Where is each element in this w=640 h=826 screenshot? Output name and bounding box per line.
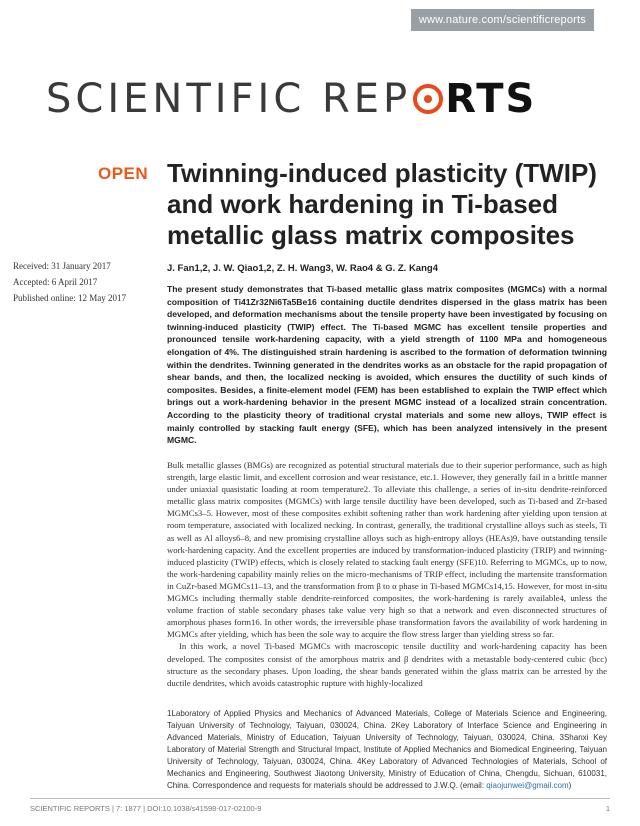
author-list: J. Fan1,2, J. W. Qiao1,2, Z. H. Wang3, W. Rao4 & G. Z. Kang4 bbox=[167, 263, 438, 274]
open-access-label: OPEN bbox=[98, 164, 149, 183]
accepted-date: Accepted: 6 April 2017 bbox=[13, 277, 98, 287]
published-date: Published online: 12 May 2017 bbox=[13, 293, 126, 303]
journal-logo bbox=[46, 74, 606, 124]
body-text bbox=[167, 459, 607, 689]
body-paragraph-2: In this work, a novel Ti-based MGMCs with macroscopic tensile ductility and work-hardening capacity has been developed. The composites consist of the amorphous matrix and β dendrites with a metastable body-centered cubic (bcc) structure as the secondary phases. Upon loading, the shear bands generated within the glass matrix can be arrested by the ductile dendrites, which avoids catastrophic rupture with highly-localized bbox=[167, 641, 607, 688]
journal-name-part2: RTS bbox=[445, 76, 537, 122]
body-paragraph-1: Bulk metallic glasses (BMGs) are recognized as potential structural materials due to their superior performance, such as high strength, large elastic limit, and excellent corrosion and wear resistance, etc.1. However, they generally fail in a brittle manner under uniaxial quasistatic loading at room temperature2. To alleviate this challenge, a series of in-situ dendrite-reinforced metallic glass matrix composites (MGMCs) with large tensile ductility have been developed, such as Ti-based and Zr-based MGMCs3–5. However, most of these composites exhibit softening rather than work hardening after yielding upon tension at room temperature, associated with localized necking. In contrast, generally, the traditional crystalline alloys such as steels, Ti as well as Al alloys6–8, and new promising crystalline alloys such as high-entropy alloys (HEAs)9, have outstanding tensile work-hardening capacity. And the excellent properties are induced by transformation-induced plasticity (TRIP) and twinning-induced plasticity (TWIP) effects, which is closely related to stacking fault energy (SFE)10. Referring to MGMCs, up to now, the work-hardening capability mainly relies on the micro-mechanisms of TRIP effect, including the martensite transformation in CuZr-based MGMCs11–13, and the transformation from β to α phase in Ti-based MGMCs14,15. However, for most in-situ MGMCs including thermally stable dendrite-reinforced composites, the work-hardening is rarely available4, unless the volume fraction of stable secondary phases take value very high so that a network and even disconnected structures of amorphous phases form16. In other words, the irreversible phase transformation favors the availability of work hardening in MGMCs after yielding, which has been the sole way to acquire the flow stress larger than yielding stress so far. bbox=[167, 460, 607, 640]
page-footer bbox=[30, 804, 610, 818]
affiliations-close: ) bbox=[568, 781, 572, 790]
correspondence-email[interactable]: qiaojunwei@gmail.com bbox=[486, 781, 569, 790]
page-number: 1 bbox=[605, 804, 610, 813]
journal-name-part1: SCIENTIFIC REP bbox=[46, 76, 412, 122]
footer-citation: SCIENTIFIC REPORTS | 7: 1877 | DOI:10.1038/s41598-017-02100-9 bbox=[30, 804, 262, 813]
affiliations-text: 1Laboratory of Applied Physics and Mechanics of Advanced Materials, College of Materials Science and Engineering, Taiyuan University of Technology, Taiyuan, 030024, China. 2Key Laboratory of Interface Science and Engineering in Advanced Materials, Ministry of Education, Taiyuan University of Technology, Taiyuan, 030024, China. 3Shanxi Key Laboratory of Material Strength and Structural Impact, Institute of Applied Mechanics and Biomedical Engineering, Taiyuan University of Technology, Taiyuan, 030024, China. 4Key Laboratory of Advanced Technologies of Materials, School of Mechanics and Engineering, Southwest Jiaotong University, Ministry of Education of China, Chengdu, Sichuan, 610031, China. Correspondence and requests for materials should be addressed to J.W.Q. (email: bbox=[167, 709, 607, 790]
received-date: Received: 31 January 2017 bbox=[13, 261, 111, 271]
affiliations bbox=[167, 708, 607, 792]
gear-icon bbox=[413, 84, 443, 114]
article-dates bbox=[13, 258, 133, 306]
journal-url-badge[interactable]: www.nature.com/scientificreports bbox=[411, 9, 594, 31]
article-title: Twinning-induced plasticity (TWIP) and work hardening in Ti-based metallic glass matrix composites bbox=[167, 158, 597, 250]
abstract: The present study demonstrates that Ti-based metallic glass matrix composites (MGMCs) with a normal composition of Ti41Zr32Ni6Ta5Be16 containing ductile dendrites dispersed in the glass matrix has been developed, and deformation mechanisms about the tensile property have been investigated by focusing on twinning-induced plasticity (TWIP) effect. The Ti-based MGMC has excellent tensile properties and pronounced tensile work-hardening capacity, with a yield strength of 1100 MPa and homogeneous elongation of 4%. The distinguished strain hardening is ascribed to the formation of deformation twinning within the dendrites. Twinning generated in the dendrites works as an obstacle for the rapid propagation of shear bands, and then, the localized necking is avoided, which ensures the ductility of such kinds of composites. Besides, a finite-element model (FEM) has been established to explain the TWIP effect which brings out a work-hardening behavior in the present MGMC instead of a localized strain concentration. According to the plasticity theory of traditional crystal materials and some new alloys, TWIP effect is mainly controlled by stacking fault energy (SFE), which has been analyzed intensively in the present MGMC. bbox=[167, 284, 607, 446]
footer-divider bbox=[30, 798, 610, 799]
